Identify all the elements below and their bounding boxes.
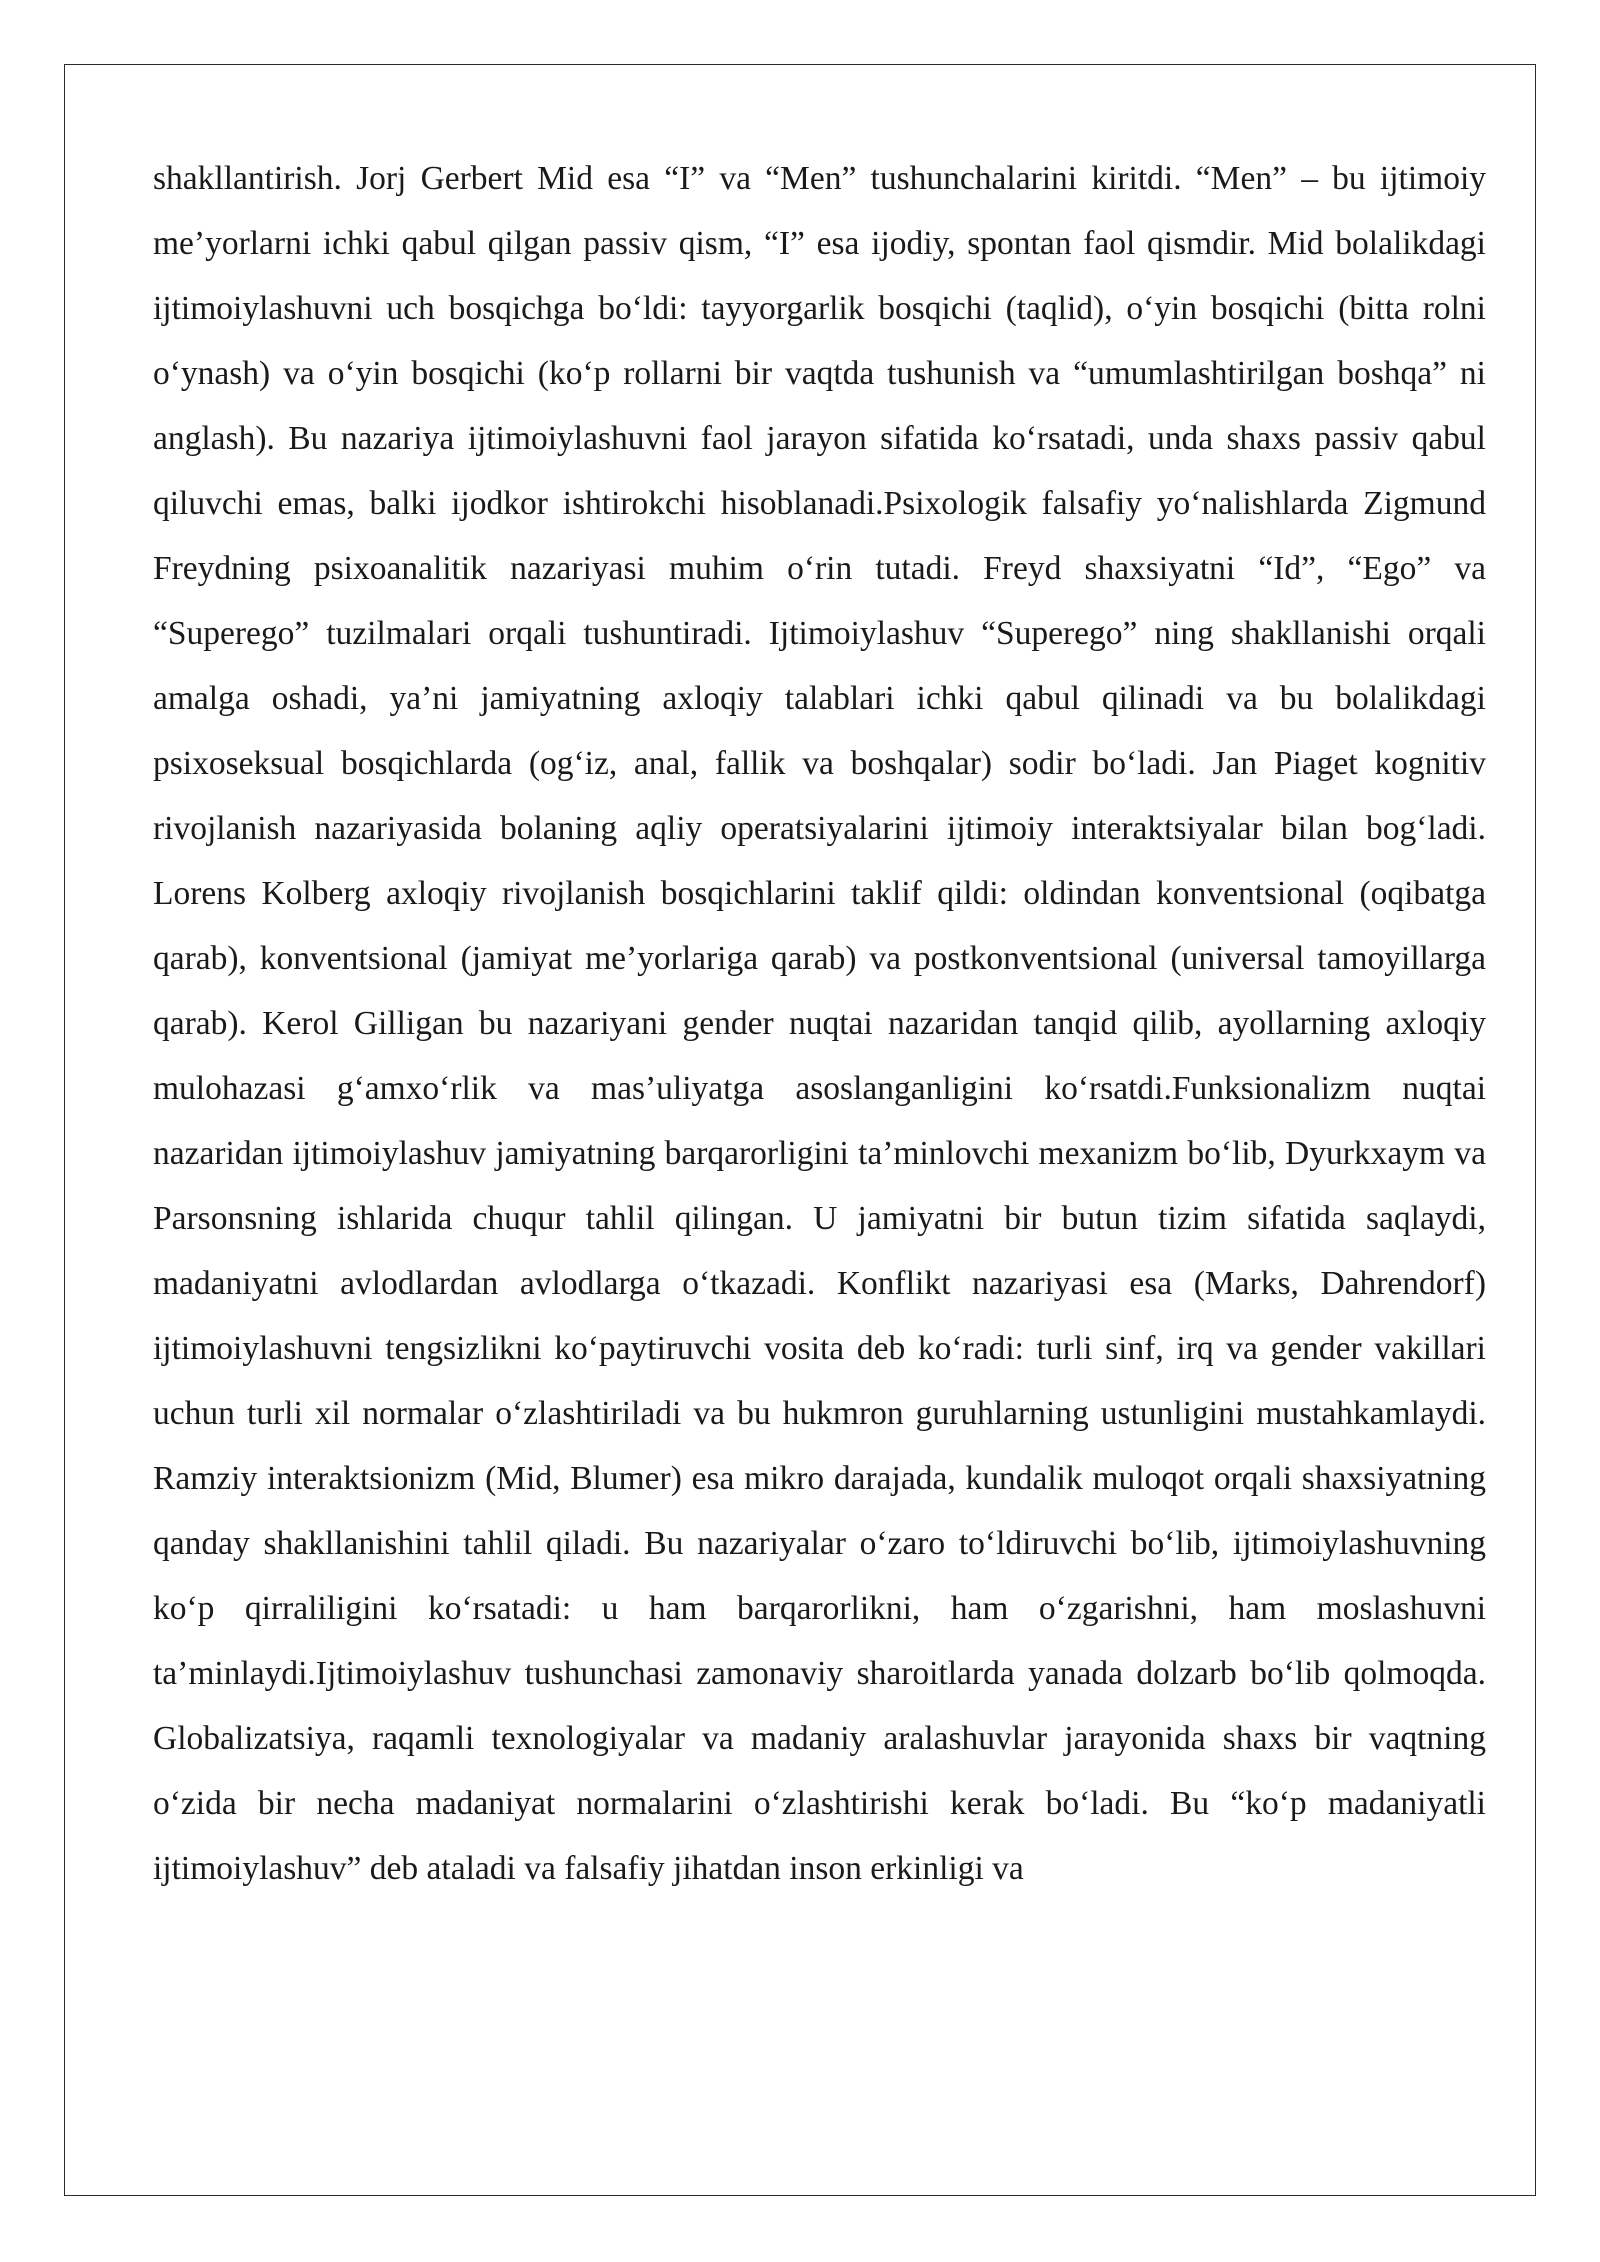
body-paragraph: shakllantirish. Jorj Gerbert Mid esa “I” va “Men” tushunchalarini kiritdi. “Men” – bu ijtimoiy me’yorlarni ichki qabul qilgan passiv qism, “I” esa ijodiy, spontan faol qismdir. Mid bolalikdagi ijtimoiylashuvni uch bosqichga bo‘ldi: tayyorgarlik bosqichi (taqlid), o‘yin bosqichi (bitta rolni o‘ynash) va o‘yin bosqichi (ko‘p rollarni bir vaqtda tushunish va “umumlashtirilgan boshqa” ni anglash). Bu nazariya ijtimoiylashuvni faol jarayon sifatida ko‘rsatadi, unda shaxs passiv qabul qiluvchi emas, balki ijodkor ishtirokchi hisoblanadi.Psixologik falsafiy yo‘nalishlarda Zigmund Freydning psixoanalitik nazariyasi muhim o‘rin tutadi. Freyd shaxsiyatni “Id”, “Ego” va “Superego” tuzilmalari orqali tushuntiradi. Ijtimoiylashuv “Superego” ning shakllanishi orqali amalga oshadi, ya’ni jamiyatning axloqiy talablari ichki qabul qilinadi va bu bolalikdagi psixoseksual bosqichlarda (og‘iz, anal, fallik va boshqalar) sodir bo‘ladi. Jan Piaget kognitiv rivojlanish nazariyasida bolaning aqliy operatsiyalarini ijtimoiy interaktsiyalar bilan bog‘ladi. Lorens Kolberg axloqiy rivojlanish bosqichlarini taklif qildi: oldindan konventsional (oqibatga qarab), konventsional (jamiyat me’yorlariga qarab) va postkonventsional (universal tamoyillarga qarab). Kerol Gilligan bu nazariyani gender nuqtai nazaridan tanqid qilib, ayollarning axloqiy mulohazasi g‘amxo‘rlik va mas’uliyatga asoslanganligini ko‘rsatdi.Funksionalizm nuqtai nazaridan ijtimoiylashuv jamiyatning barqarorligini ta’minlovchi mexanizm bo‘lib, Dyurkxaym va Parsonsning ishlarida chuqur tahlil qilingan. U jamiyatni bir butun tizim sifatida saqlaydi, madaniyatni avlodlardan avlodlarga o‘tkazadi. Konflikt nazariyasi esa (Marks, Dahrendorf) ijtimoiylashuvni tengsizlikni ko‘paytiruvchi vosita deb ko‘radi: turli sinf, irq va gender vakillari uchun turli xil normalar o‘zlashtiriladi va bu hukmron guruhlarning ustunligini mustahkamlaydi. Ramziy interaktsionizm (Mid, Blumer) esa mikro darajada, kundalik muloqot orqali shaxsiyatning qanday shakllanishini tahlil qiladi. Bu nazariyalar o‘zaro to‘ldiruvchi bo‘lib, ijtimoiylashuvning ko‘p qirraliligini ko‘rsatadi: u ham barqarorlikni, ham o‘zgarishni, ham moslashuvni ta’minlaydi.Ijtimoiylashuv tushunchasi zamonaviy sharoitlarda yanada dolzarb bo‘lib qolmoqda. Globalizatsiya, raqamli texnologiyalar va madaniy aralashuvlar jarayonida shaxs bir vaqtning o‘zida bir necha madaniyat normalarini o‘zlashtirishi kerak bo‘ladi. Bu “ko‘p madaniyatli ijtimoiylashuv” deb ataladi va falsafiy jihatdan inson erkinligi va: [153, 160, 1486, 1887]
